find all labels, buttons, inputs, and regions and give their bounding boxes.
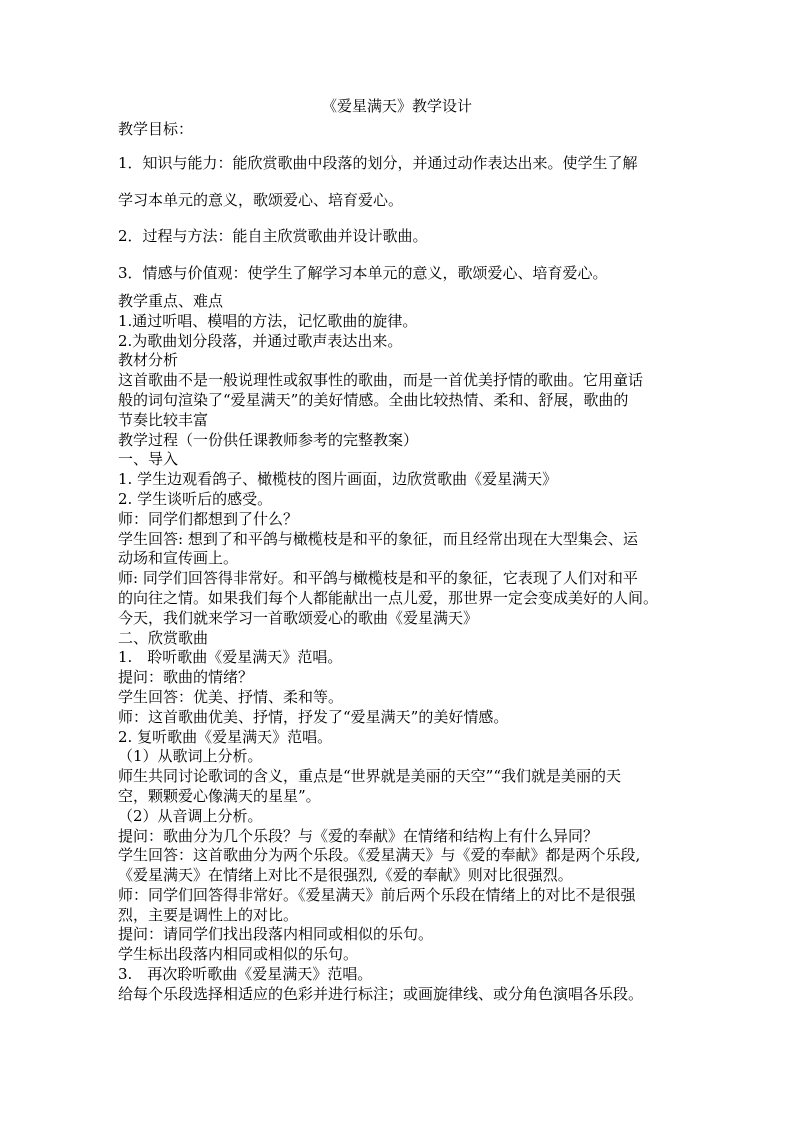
process-line: 学生回答：这首歌曲分为两个乐段。《爱星满天》与《爱的奉献》都是两个乐段, [118,846,641,865]
section-heading-intro: 一、导入 [118,450,179,469]
goals-heading: 教学目标： [118,120,194,138]
process-line: （2）从音调上分析。 [118,806,263,825]
process-line: 师：这首歌曲优美、抒情，抒发了“爱星满天”的美好情感。 [118,707,509,726]
key-point-1: 1.通过听唱、模唱的方法，记忆歌曲的旋律。 [118,311,418,330]
process-line: 今天，我们就来学习一首歌颂爱心的歌曲《爱星满天》 [118,608,479,627]
process-line: 师：同学们回答得非常好。《爱星满天》前后两个乐段在情绪上的对比不是很强 [118,885,636,904]
process-line: 2. 复听歌曲《爱星满天》范唱。 [118,727,333,746]
process-line: 学生回答: 想到了和平鸽与橄榄枝是和平的象征，而且经常出现在大型集会、运 [118,529,638,548]
analysis-heading: 教材分析 [118,351,179,370]
process-line: 空，颗颗爱心像满天的星星”。 [118,786,321,805]
key-points-heading: 教学重点、难点 [118,291,224,310]
page-title: 《爱星满天》教学设计 [321,97,472,115]
goal-item-1b: 学习本单元的意义，歌颂爱心、培育爱心。 [118,190,404,209]
process-heading: 教学过程（一份供任课教师参考的完整教案） [118,430,419,449]
process-line: 的向往之情。如果我们每个人都能献出一点儿爱，那世界一定会变成美好的人间。 [118,588,659,607]
process-line: 师生共同讨论歌词的含义，重点是“世界就是美丽的天空”“我们就是美丽的天 [118,767,622,786]
process-line: 《爱星满天》在情绪上对比不是很强烈,《爱的奉献》则对比很强烈。 [118,866,573,885]
goal-item-2: 2．过程与方法：能自主欣赏歌曲并设计歌曲。 [118,227,428,246]
goal-item-3: 3．情感与价值观：使学生了解学习本单元的意义，歌颂爱心、培育爱心。 [118,264,608,283]
process-line: 师: 同学们回答得非常好。和平鸽与橄榄枝是和平的象征，它表现了人们对和平 [118,569,638,588]
process-line: 烈，主要是调性上的对比。 [118,905,299,924]
process-line: 动场和宣传画上。 [118,549,239,568]
goal-item-1a: 1．知识与能力：能欣赏歌曲中段落的划分，并通过动作表达出来。使学生了解 [118,153,638,172]
process-line: 1. 学生边观看鸽子、橄榄枝的图片画面，边欣赏歌曲《爱星满天》 [118,470,558,489]
section-heading-appreciation: 二、欣赏歌曲 [118,628,209,647]
process-line: 提问：歌曲分为几个乐段？与《爱的奉献》在情绪和结构上有什么异同？ [118,826,599,845]
key-point-2: 2.为歌曲划分段落，并通过歌声表达出来。 [118,331,403,350]
document-body [118,120,678,1005]
process-line: 2. 学生谈听后的感受。 [118,489,273,508]
process-line: 提问：请同学们找出段落内相同或相似的乐句。 [118,925,434,944]
process-line: 给每个乐段选择相适应的色彩并进行标注；或画旋律线、或分角色演唱各乐段。 [118,984,644,1003]
analysis-line: 节奏比较丰富 [118,410,209,429]
process-line: （1）从歌词上分析。 [118,747,263,766]
process-line: 1. 聆听歌曲《爱星满天》范唱。 [118,648,343,667]
process-line: 3. 再次聆听歌曲《爱星满天》范唱。 [118,965,373,984]
analysis-line: 般的词句渲染了“爱星满天”的美好情感。全曲比较热情、柔和、舒展，歌曲的 [118,390,629,409]
process-line: 师：同学们都想到了什么？ [118,509,299,528]
process-line: 学生回答：优美、抒情、柔和等。 [118,687,344,706]
process-line: 提问：歌曲的情绪？ [118,668,254,687]
analysis-line: 这首歌曲不是一般说理性或叙事性的歌曲，而是一首优美抒情的歌曲。它用童话 [118,371,644,390]
process-line: 学生标出段落内相同或相似的乐句。 [118,945,359,964]
